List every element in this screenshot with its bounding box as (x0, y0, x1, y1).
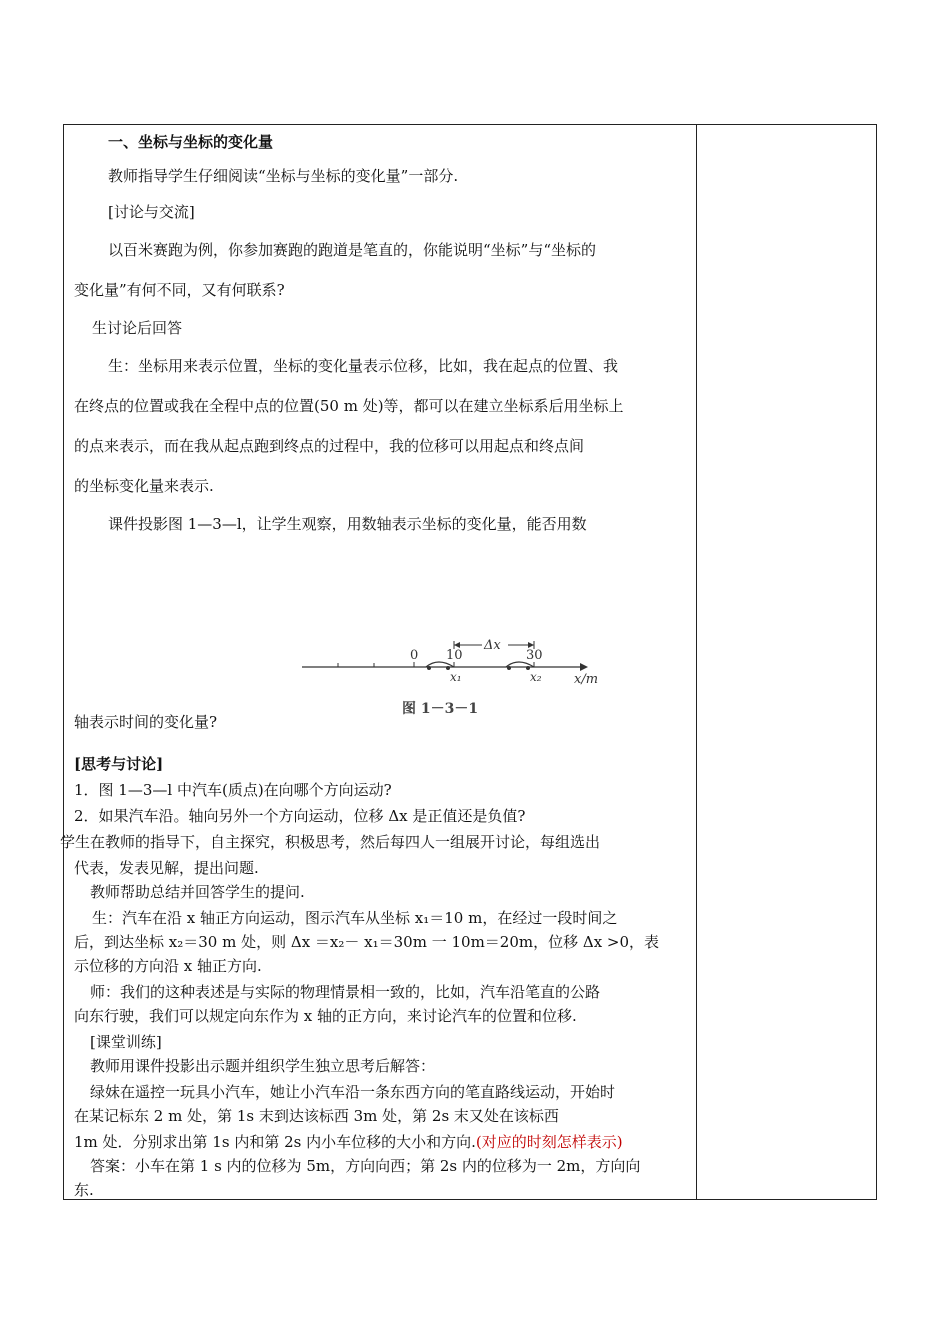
paragraph-line: 东. (74, 1181, 94, 1199)
paragraph-line: 学生在教师的指导下，自主探究，积极思考，然后每四人一组展开讨论，每组选出 (60, 833, 601, 851)
paragraph-text: 1m 处．分别求出第 1s 内和第 2s 内小车位移的大小和方向. (74, 1133, 476, 1151)
paragraph-line: 在某记标东 2 m 处，第 1s 末到达该标西 3m 处，第 2s 末又处在该标西 (74, 1107, 559, 1125)
paragraph-line: 教师指导学生仔细阅读“坐标与坐标的变化量”一部分. (108, 167, 459, 185)
column-divider (696, 125, 697, 1199)
delta-label: Δx (484, 638, 501, 653)
paragraph-line: 课件投影图 1—3—l，让学生观察，用数轴表示坐标的变化量，能否用数 (108, 515, 587, 533)
paragraph-line: 的点来表示，而在我从起点跑到终点的过程中，我的位移可以用起点和终点间 (74, 437, 585, 455)
x2-label: x₂ (530, 670, 542, 684)
highlight-note: (对应的时刻怎样表示) (475, 1133, 623, 1151)
paragraph-line: 以百米赛跑为例，你参加赛跑的跑道是笔直的，你能说明“坐标”与“坐标的 (108, 241, 597, 259)
paragraph-line: 代表，发表见解，提出问题. (74, 859, 259, 877)
paragraph-line: 绿妹在遥控一玩具小汽车，她让小汽车沿一条东西方向的笔直路线运动，开始时 (90, 1083, 616, 1101)
paragraph-line: 示位移的方向沿 x 轴正方向. (74, 957, 262, 975)
section-heading: 一、坐标与坐标的变化量 (108, 133, 274, 151)
paragraph-line: [讨论与交流] (108, 203, 195, 221)
list-item: 1．图 1—3—l 中汽车(质点)在向哪个方向运动? (74, 781, 392, 799)
figure-caption: 图 1－3－1 (402, 701, 479, 717)
paragraph-line: 生讨论后回答 (92, 319, 183, 337)
paragraph-line: [课堂训练] (90, 1033, 162, 1051)
list-item: 2．如果汽车沿。轴向另外一个方向运动，位移 Δx 是正值还是负值? (74, 807, 526, 825)
tick-label: 0 (410, 648, 419, 663)
paragraph-line (74, 1131, 623, 1152)
number-line-figure (302, 625, 622, 725)
tick-label: 30 (526, 648, 543, 663)
x1-label: x₁ (450, 670, 462, 684)
paragraph-line: 的坐标变化量来表示. (74, 477, 214, 495)
paragraph-line: 师：我们的这种表述是与实际的物理情景相一致的，比如，汽车沿笔直的公路 (90, 983, 601, 1001)
paragraph-line: 生：坐标用来表示位置，坐标的变化量表示位移，比如，我在起点的位置、我 (108, 357, 619, 375)
paragraph-line: 变化量”有何不同，又有何联系? (74, 281, 285, 299)
paragraph-line: 教师用课件投影出示题并组织学生独立思考后解答： (90, 1057, 436, 1075)
section-heading: [思考与讨论] (74, 755, 164, 773)
paragraph-line: 轴表示时间的变化量? (74, 713, 218, 731)
paragraph-line: 后，到达坐标 x₂＝30 m 处，则 Δx ＝x₂－ x₁＝30m 一 10m＝20m，位移 Δx >0，表 (74, 933, 660, 951)
paragraph-line: 向东行驶，我们可以规定向东作为 x 轴的正方向，来讨论汽车的位置和位移. (74, 1007, 577, 1025)
tick-label: 10 (446, 648, 463, 663)
paragraph-line: 在终点的位置或我在全程中点的位置(50 m 处)等，都可以在建立坐标系后用坐标上 (74, 397, 624, 415)
paragraph-line: 教师帮助总结并回答学生的提问. (90, 883, 305, 901)
paragraph-line: 答案：小车在第 1 s 内的位移为 5m，方向向西；第 2s 内的位移为一 2m，方向向 (90, 1157, 641, 1175)
paragraph-line: 生：汽车在沿 x 轴正方向运动，图示汽车从坐标 x₁＝10 m，在经过一段时间之 (92, 909, 618, 927)
axis-label: x/m (574, 672, 599, 687)
document-table (60, 124, 877, 1200)
